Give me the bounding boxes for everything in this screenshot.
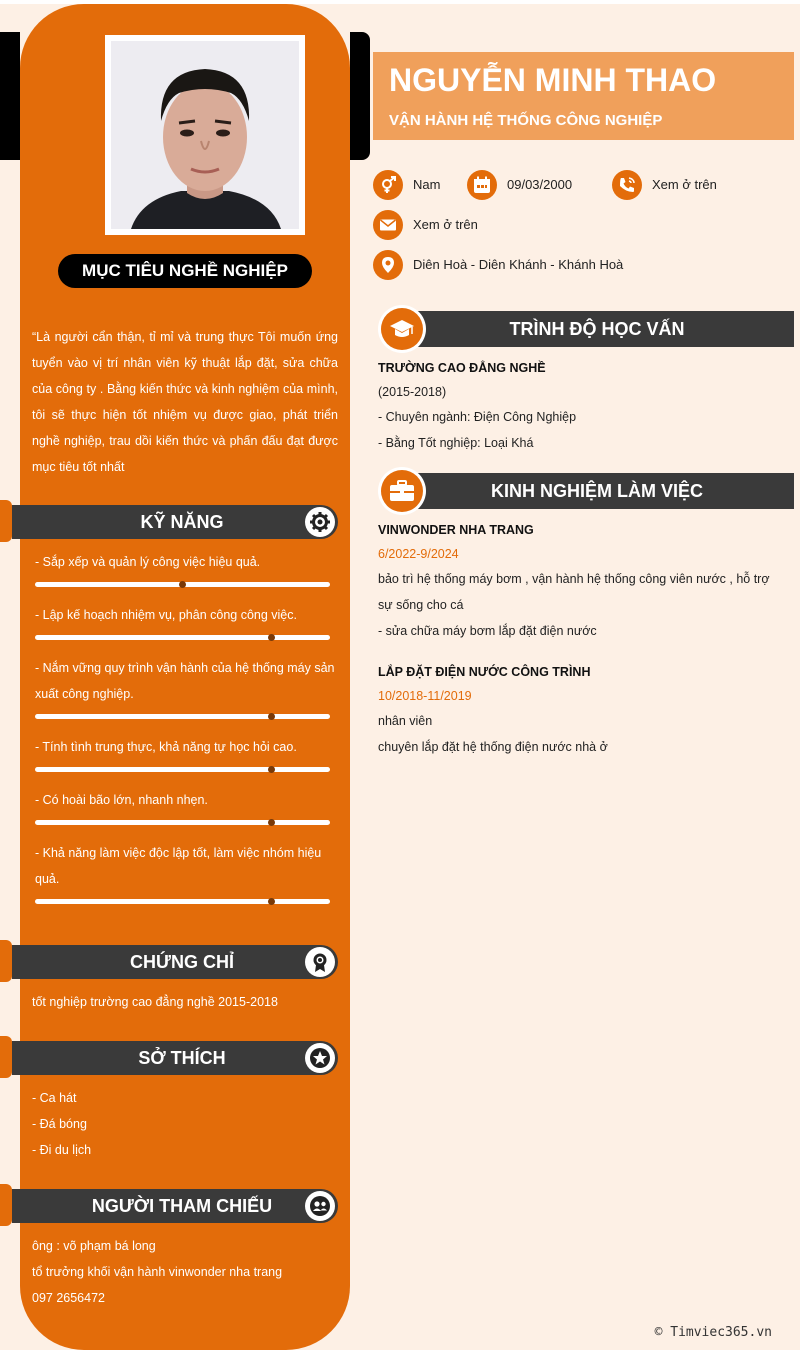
hobbies-title: SỞ THÍCH <box>138 1048 226 1068</box>
job-2-company: LẮP ĐẶT ĐIỆN NƯỚC CÔNG TRÌNH <box>378 665 591 679</box>
location-icon <box>373 250 403 280</box>
education-school: TRƯỜNG CAO ĐẲNG NGHỀ <box>378 361 546 375</box>
job-1-company: VINWONDER NHA TRANG <box>378 523 534 537</box>
reference-line-1: ông : võ phạm bá long <box>32 1239 156 1253</box>
skill-level-dot <box>268 634 275 641</box>
job-2-period: 10/2018-11/2019 <box>378 689 472 703</box>
job-1-desc-1: bảo trì hệ thống máy bơm , vận hành hệ thống công viên nước , hỗ trợ sự sống cho cá <box>378 572 770 612</box>
skill-item-5: - Có hoài bão lớn, nhanh nhẹn. <box>35 793 208 807</box>
hobbies-header <box>12 1041 338 1075</box>
name-banner <box>373 52 794 140</box>
hobby-item-2: - Đá bóng <box>32 1117 87 1131</box>
skill-level-dot <box>179 581 186 588</box>
decor-bar-right <box>350 32 370 160</box>
education-grade: - Bằng Tốt nghiệp: Loại Khá <box>378 436 534 450</box>
skill-item-3: - Nắm vững quy trình vận hành của hệ thống máy sản xuất công nghiệp. <box>35 661 335 701</box>
gender-icon <box>373 170 403 200</box>
job-title: VẬN HÀNH HỆ THỐNG CÔNG NGHIỆP <box>389 112 663 129</box>
objective-title: MỤC TIÊU NGHỀ NGHIỆP <box>58 254 312 288</box>
skill-item-1: - Sắp xếp và quản lý công việc hiệu quả. <box>35 555 261 569</box>
skill-item-4: - Tính tình trung thực, khả năng tự học hỏi cao. <box>35 740 297 754</box>
education-period: (2015-2018) <box>378 385 447 399</box>
skill-bar-3 <box>35 714 330 719</box>
hobby-tab <box>0 1036 12 1078</box>
skill-level-dot <box>268 713 275 720</box>
references-title: NGƯỜI THAM CHIẾU <box>91 1196 273 1216</box>
skill-item-2: - Lập kế hoạch nhiệm vụ, phân công công việc. <box>35 608 297 622</box>
certificates-title: CHỨNG CHỈ <box>130 952 234 972</box>
graduation-cap-icon <box>389 316 415 342</box>
candidate-name: NGUYỄN MINH THAO <box>389 62 717 98</box>
experience-header <box>400 473 794 509</box>
calendar-icon <box>467 170 497 200</box>
skill-level-dot <box>268 898 275 905</box>
gear-icon <box>305 507 335 537</box>
education-badge <box>378 305 426 353</box>
email-icon <box>373 210 403 240</box>
experience-title: KINH NGHIỆM LÀM VIỆC <box>490 481 703 501</box>
certificates-text: tốt nghiệp trường cao đẳng nghề 2015-2018 <box>32 995 278 1009</box>
phone-value: Xem ở trên <box>652 177 717 192</box>
users-icon <box>305 1191 335 1221</box>
reference-line-3: 097 2656472 <box>32 1291 105 1305</box>
job-1-desc-2: - sửa chữa máy bơm lắp đặt điện nước <box>378 624 597 638</box>
job-2-desc-2: chuyên lắp đặt hệ thống điện nước nhà ở <box>378 740 608 754</box>
skill-bar-1 <box>35 582 330 587</box>
references-header <box>12 1189 338 1223</box>
skills-tab <box>0 500 12 542</box>
skills-title: KỸ NĂNG <box>140 512 224 532</box>
profile-photo <box>105 35 305 235</box>
reference-line-2: tổ trưởng khối vận hành vinwonder nha trang <box>32 1265 283 1279</box>
skill-bar-6 <box>35 899 330 904</box>
education-header <box>400 311 794 347</box>
skill-level-dot <box>268 766 275 773</box>
experience-badge <box>378 467 426 515</box>
briefcase-icon <box>389 478 415 504</box>
footer-watermark: © Timviec365.vn <box>654 1325 772 1340</box>
objective-text: “Là người cẩn thận, tỉ mỉ và trung thực Tôi muốn ứng tuyển vào vị trí nhân viên kỹ thuật lắp đặt, sửa chữa của công ty . Bằng kiến thức và kinh nghiệm của mình, tôi sẽ thực hiện tốt nhiệm vụ được giao, phát triển nghề nghiệp, trau dồi kiến thức và phấn đấu đạt được mục tiêu tốt nhất <box>32 330 338 474</box>
ref-tab <box>0 1184 12 1226</box>
hobby-item-1: - Ca hát <box>32 1091 77 1105</box>
gender-value: Nam <box>413 177 441 192</box>
education-title: TRÌNH ĐỘ HỌC VẤN <box>509 319 685 339</box>
education-major: - Chuyên ngành: Điện Công Nghiệp <box>378 410 577 424</box>
skill-bar-4 <box>35 767 330 772</box>
decor-bar-left <box>0 32 20 160</box>
job-2-desc-1: nhân viên <box>378 714 433 728</box>
skills-header <box>12 505 338 539</box>
address-value: Diên Hoà - Diên Khánh - Khánh Hoà <box>413 257 624 272</box>
phone-icon <box>612 170 642 200</box>
hobby-item-3: - Đi du lịch <box>32 1143 92 1157</box>
skill-level-dot <box>268 819 275 826</box>
skill-bar-2 <box>35 635 330 640</box>
star-icon <box>305 1043 335 1073</box>
cert-tab <box>0 940 12 982</box>
skill-item-6: - Khả năng làm việc độc lập tốt, làm việc nhóm hiệu quả. <box>35 846 322 886</box>
award-icon <box>305 947 335 977</box>
email-value: Xem ở trên <box>413 217 478 232</box>
birthday-value: 09/03/2000 <box>507 177 573 192</box>
job-1-period: 6/2022-9/2024 <box>378 547 459 561</box>
certificates-header <box>12 945 338 979</box>
skill-bar-5 <box>35 820 330 825</box>
